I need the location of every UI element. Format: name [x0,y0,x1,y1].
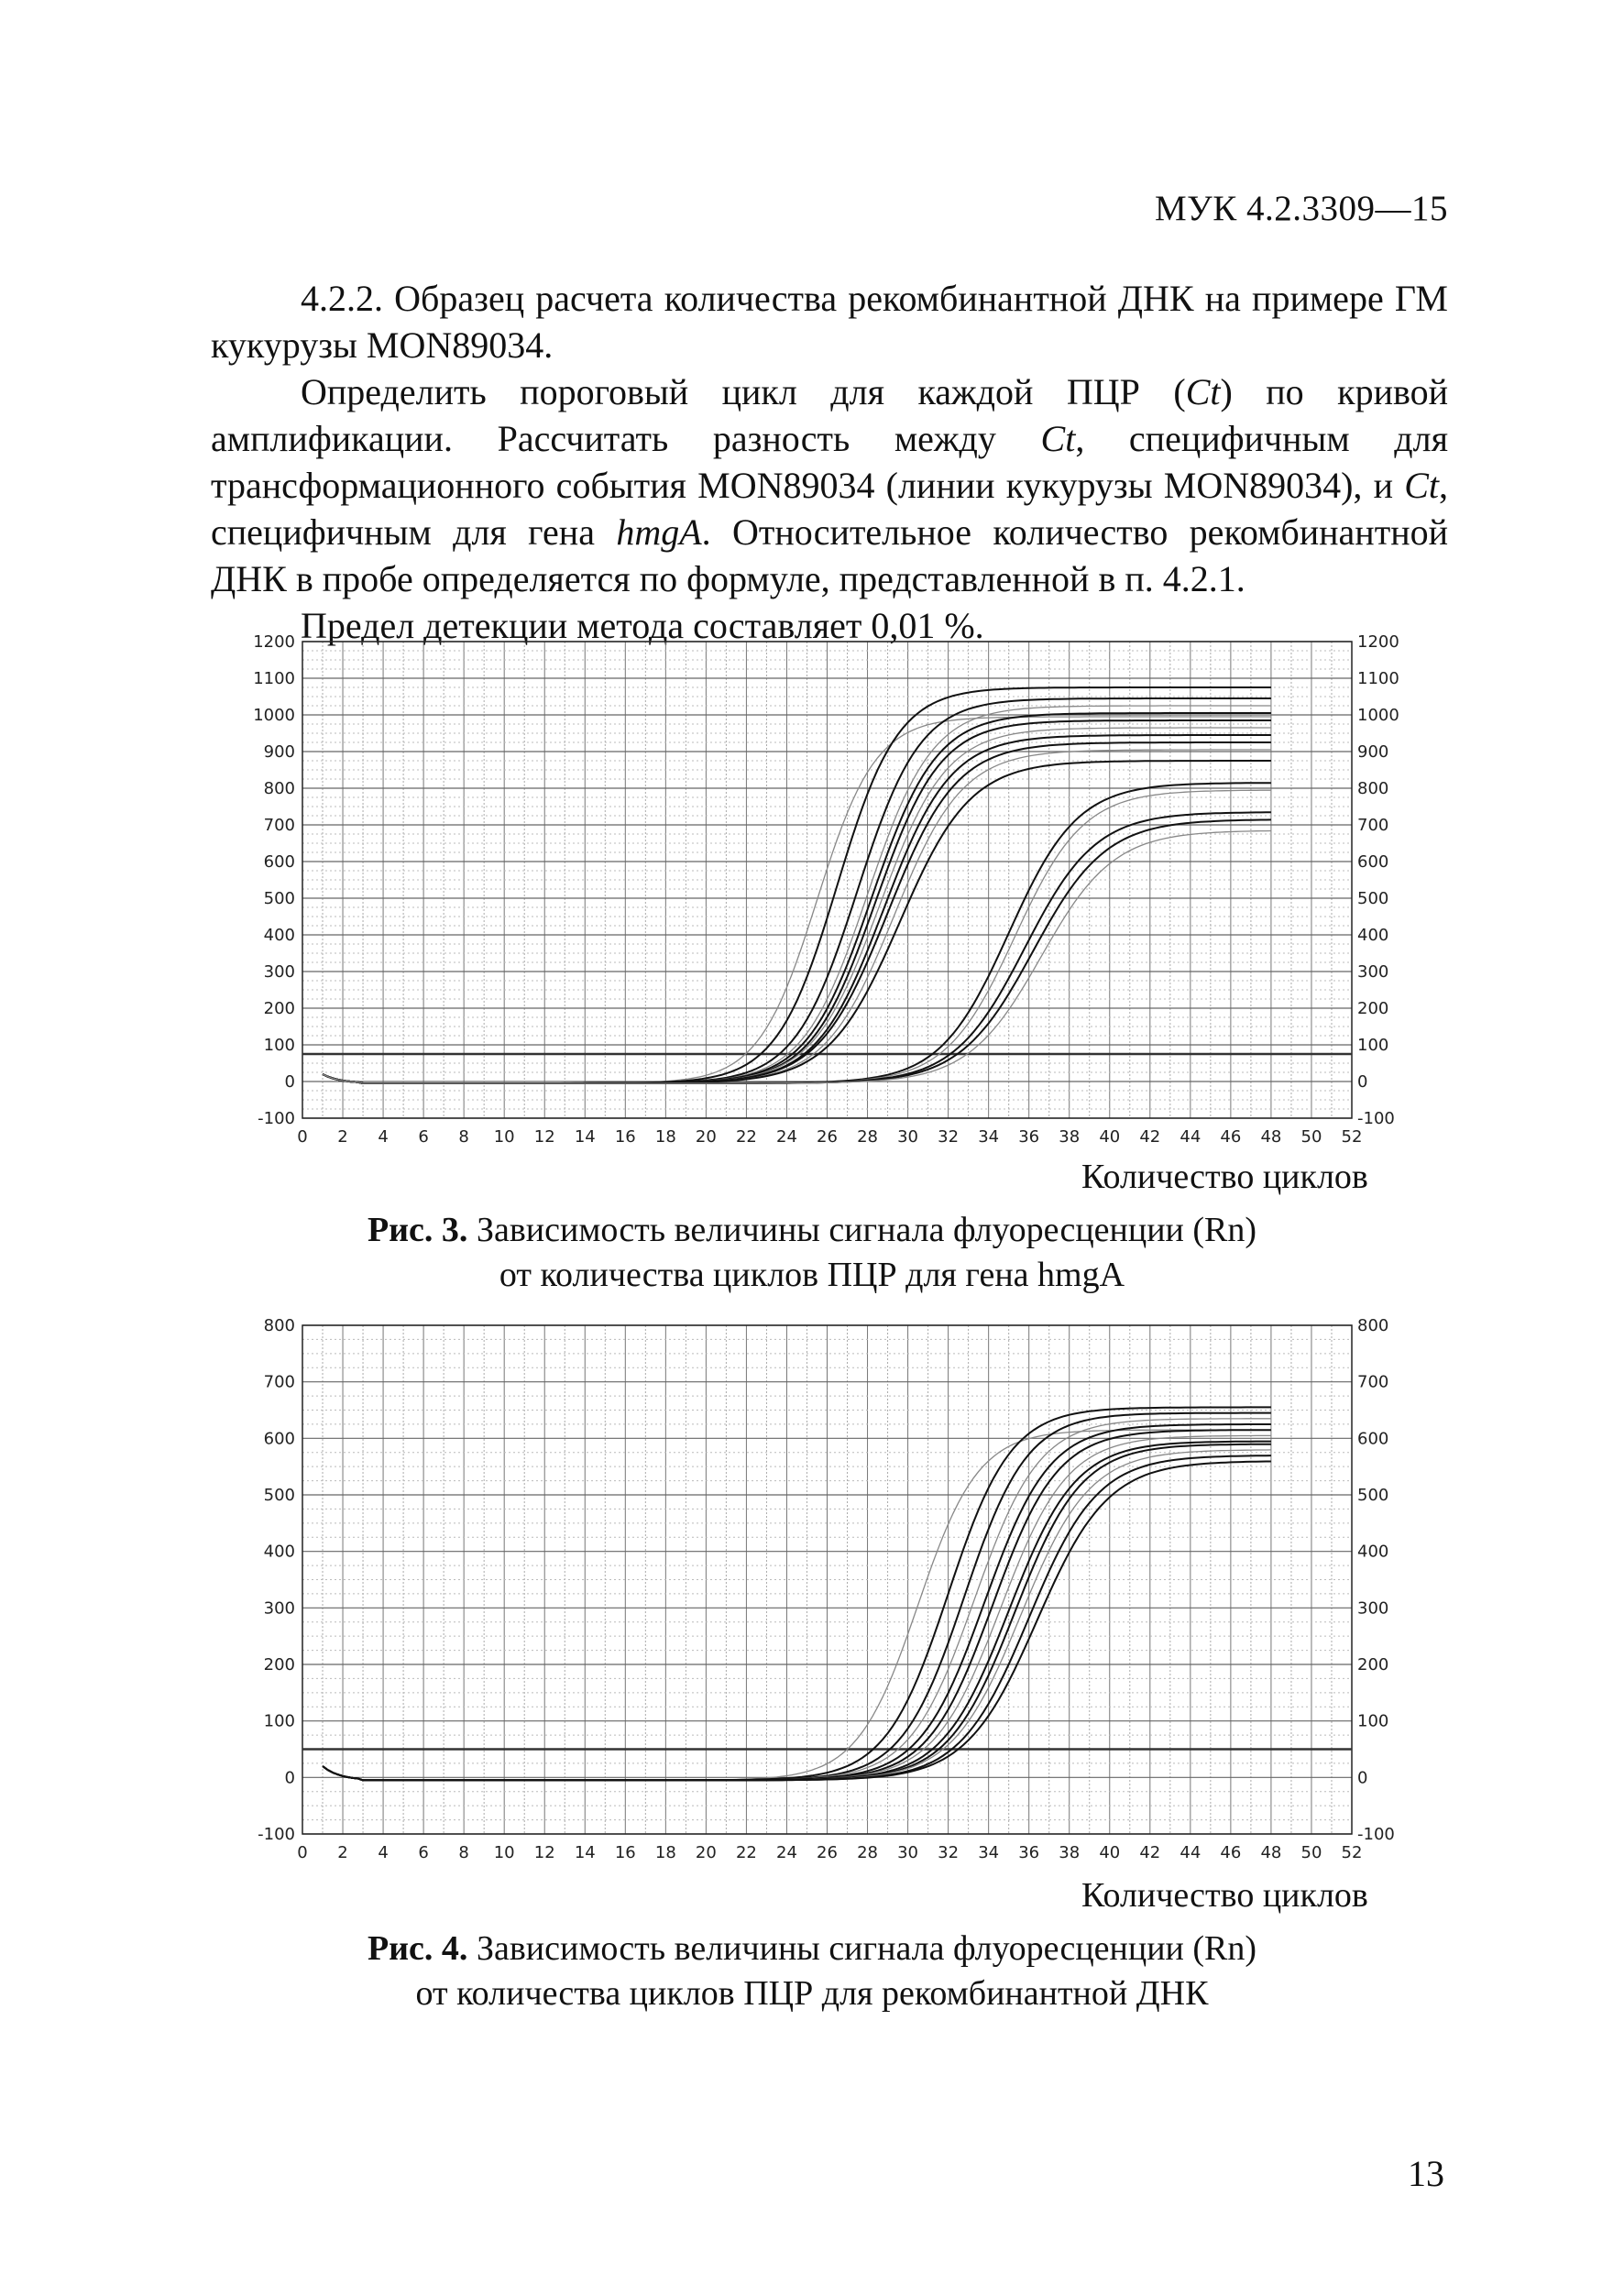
x-tick-label: 4 [378,1127,389,1147]
amplification-curve [323,735,1271,1083]
y-tick-label-left: 600 [263,852,295,872]
y-tick-label-right: 500 [1357,889,1389,908]
x-tick-label: 2 [337,1127,348,1147]
y-tick-label-left: 800 [263,779,295,798]
y-tick-label-left: 0 [284,1768,295,1788]
y-tick-label-right: -100 [1357,1825,1395,1844]
page-number: 13 [1408,2153,1444,2194]
x-tick-label: 26 [817,1843,838,1862]
x-tick-label: 18 [654,1127,676,1147]
amplification-curve [323,1455,1271,1780]
x-tick-label: 6 [418,1127,429,1147]
x-tick-label: 0 [297,1127,308,1147]
y-tick-label-right: 200 [1357,1655,1389,1675]
x-tick-label: 10 [493,1127,515,1147]
y-tick-label-left: 900 [263,742,295,762]
x-tick-label: 30 [897,1843,919,1862]
amplification-chart-hmga [253,632,1411,1155]
x-tick-label: 46 [1220,1843,1242,1862]
x-tick-label: 22 [735,1127,757,1147]
paragraph-ct-method: Определить пороговый цикл для каждой ПЦР (Ct) по кривой амплификации. Рассчитать разность между Ct, специфичным для трансформационного события MON89034 (линии кукурузы MON89034), и Ct, специфичным для гена hmgA. Относительное количество рекомбинантной ДНК в пробе определяется по формуле, представленной в п. 4.2.1. [211,371,1449,599]
x-tick-label: 32 [938,1127,960,1147]
x-tick-label: 48 [1260,1127,1282,1147]
y-tick-label-left: 400 [263,1542,295,1562]
paragraph-4-2-2: 4.2.2. Образец расчета количества рекомбинантной ДНК на примере ГМ кукурузы MON89034. [211,278,1448,366]
x-tick-label: 8 [458,1127,469,1147]
y-tick-label-left: 500 [263,889,295,908]
x-axis-label: Количество циклов [1081,1876,1368,1915]
amplification-curve [323,728,1271,1083]
x-tick-label: 18 [654,1843,676,1862]
y-tick-label-right: 900 [1357,742,1389,762]
amplification-curve [323,742,1271,1083]
x-tick-label: 6 [418,1843,429,1862]
y-tick-label-right: 500 [1357,1486,1389,1505]
y-tick-label-left: -100 [258,1825,295,1844]
y-tick-label-left: -100 [258,1109,295,1128]
amplification-curve [323,687,1271,1083]
y-tick-label-right: 800 [1357,1316,1389,1335]
x-tick-label: 12 [533,1127,555,1147]
x-tick-label: 12 [533,1843,555,1862]
amplification-curve [323,812,1271,1083]
y-tick-label-left: 700 [263,816,295,835]
y-tick-label-right: 1100 [1357,669,1399,688]
x-tick-label: 32 [938,1843,960,1862]
amplification-curve [323,720,1271,1083]
y-tick-label-right: 0 [1357,1768,1368,1788]
figure-4-caption: Рис. 4. Зависимость величины сигнала флуоресценции (Rn) от количества циклов ПЦР для рекомбинантной ДНК [367,1929,1257,2013]
x-tick-label: 40 [1099,1843,1121,1862]
y-tick-label-right: 800 [1357,779,1389,798]
y-tick-label-left: 300 [263,1598,295,1619]
y-tick-label-left: 400 [263,926,295,945]
y-tick-label-left: 1200 [253,632,295,652]
x-tick-label: 22 [735,1843,757,1862]
amplification-curve [323,1413,1271,1781]
x-tick-label: 44 [1180,1127,1202,1147]
amplification-chart-recombinant [258,1309,1411,1862]
y-tick-label-right: 100 [1357,1711,1389,1731]
y-tick-label-left: 0 [284,1072,295,1092]
x-tick-label: 24 [776,1843,797,1862]
y-tick-label-left: 100 [263,1711,295,1731]
x-tick-label: 34 [978,1127,1000,1147]
x-tick-label: 26 [817,1127,838,1147]
x-tick-label: 36 [1018,1843,1040,1862]
y-tick-label-left: 600 [263,1429,295,1449]
paragraph-detection-limit: Предел детекции метода составляет 0,01 %. [301,605,984,646]
x-tick-label: 30 [897,1127,919,1147]
x-tick-label: 42 [1139,1127,1161,1147]
y-tick-label-left: 800 [263,1316,295,1335]
y-tick-label-left: 500 [263,1486,295,1505]
y-tick-label-left: 200 [263,999,295,1018]
amplification-curve [323,698,1271,1083]
y-tick-label-right: 600 [1357,852,1389,872]
y-tick-label-right: 700 [1357,816,1389,835]
y-tick-label-right: 600 [1357,1429,1389,1449]
y-tick-label-left: 700 [263,1372,295,1392]
figure-3-caption: Рис. 3. Зависимость величины сигнала флуоресценции (Rn) от количества циклов ПЦР для гена hmgA [367,1211,1257,1294]
x-tick-label: 16 [614,1843,636,1862]
x-tick-label: 38 [1059,1843,1081,1862]
x-axis-label: Количество циклов [1081,1158,1368,1196]
doc-code-header: МУК 4.2.3309—15 [1154,189,1448,228]
x-tick-label: 52 [1341,1127,1363,1147]
x-tick-label: 14 [574,1127,596,1147]
y-tick-label-right: 300 [1357,962,1389,982]
x-tick-label: 0 [297,1843,308,1862]
x-tick-label: 40 [1099,1127,1121,1147]
y-tick-label-right: 1200 [1357,632,1399,652]
y-tick-label-right: 1000 [1357,706,1399,725]
x-tick-label: 38 [1059,1127,1081,1147]
x-tick-label: 2 [337,1843,348,1862]
y-tick-label-left: 300 [263,962,295,982]
x-tick-label: 46 [1220,1127,1242,1147]
y-tick-label-left: 100 [263,1036,295,1055]
x-tick-label: 28 [857,1127,878,1147]
y-tick-label-right: 400 [1357,1542,1389,1562]
x-tick-label: 8 [458,1843,469,1862]
x-tick-label: 34 [978,1843,1000,1862]
x-tick-label: 52 [1341,1843,1363,1862]
amplification-curve [323,783,1271,1083]
amplification-curve [323,717,1271,1083]
y-tick-label-left: 200 [263,1655,295,1675]
x-tick-label: 28 [857,1843,878,1862]
x-tick-label: 10 [493,1843,515,1862]
x-tick-label: 36 [1018,1127,1040,1147]
x-tick-label: 50 [1300,1127,1322,1147]
y-tick-label-right: 400 [1357,926,1389,945]
y-tick-label-right: 100 [1357,1036,1389,1055]
x-tick-label: 48 [1260,1843,1282,1862]
x-tick-label: 42 [1139,1843,1161,1862]
x-tick-label: 50 [1300,1843,1322,1862]
x-tick-label: 44 [1180,1843,1202,1862]
amplification-curve [323,1450,1271,1781]
y-tick-label-left: 1100 [253,669,295,688]
y-tick-label-right: 300 [1357,1598,1389,1619]
amplification-curve [323,1424,1271,1780]
x-tick-label: 14 [574,1843,596,1862]
y-tick-label-right: 200 [1357,999,1389,1018]
x-tick-label: 4 [378,1843,389,1862]
x-tick-label: 20 [695,1843,717,1862]
x-tick-label: 20 [695,1127,717,1147]
y-tick-label-right: 700 [1357,1372,1389,1392]
amplification-curve [323,1442,1271,1781]
y-tick-label-right: 0 [1357,1072,1368,1092]
x-tick-label: 24 [776,1127,797,1147]
y-tick-label-right: -100 [1357,1109,1395,1128]
x-tick-label: 16 [614,1127,636,1147]
amplification-curve [323,819,1271,1083]
y-tick-label-left: 1000 [253,706,295,725]
